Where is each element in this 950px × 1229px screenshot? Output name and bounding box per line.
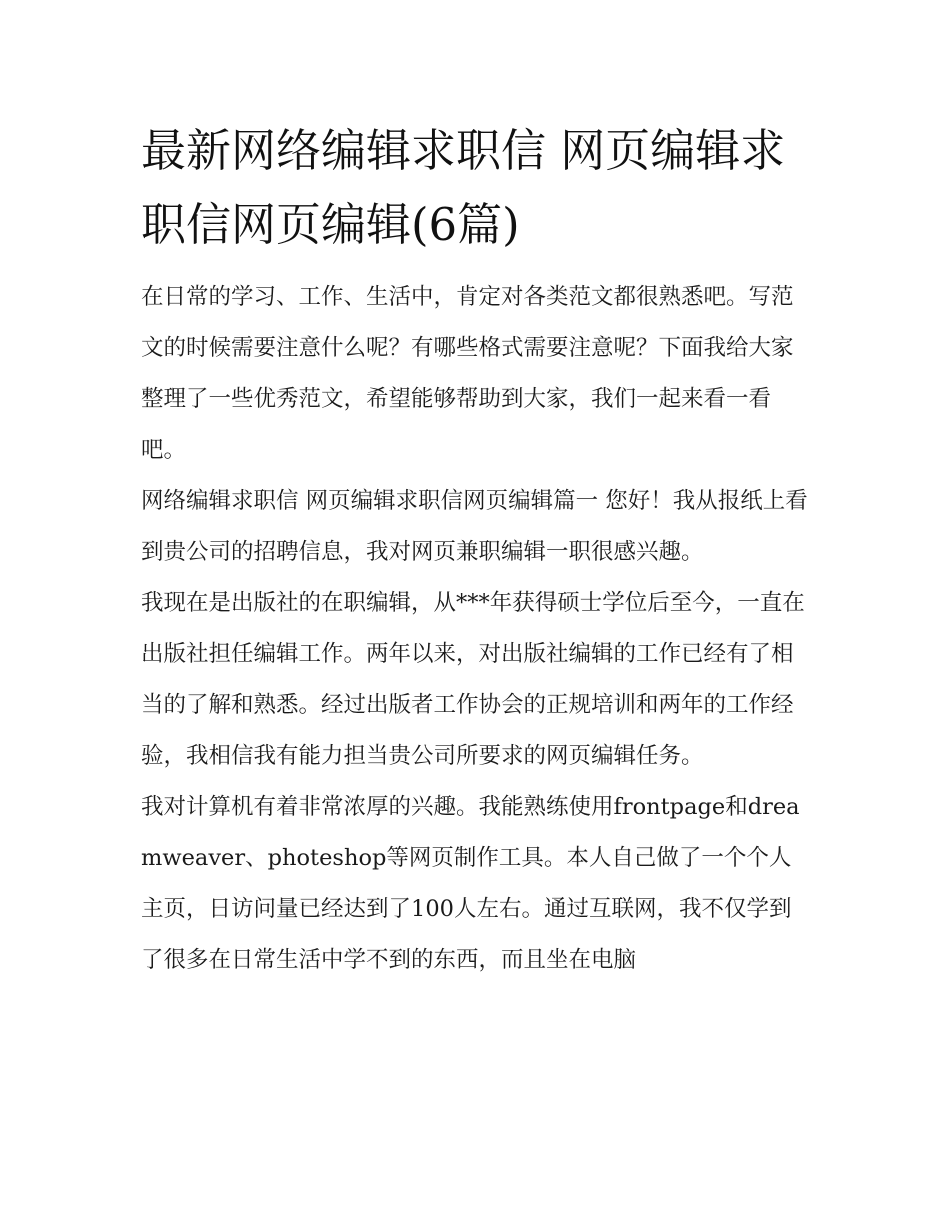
paragraph-skills: 我对计算机有着非常浓厚的兴趣。我能熟练使用frontpage和dreamweaver、photeshop等网页制作工具。本人自己做了一个个人主页，日访问量已经达到了100人左右。通过互联网，我不仅学到了很多在日常生活中学不到的东西，而且坐在电脑 [141,794,800,973]
paragraph-experience: 我现在是出版社的在职编辑，从***年获得硕士学位后至今，一直在出版社担任编辑工作。两年以来，对出版社编辑的工作已经有了相当的了解和熟悉。经过出版者工作协会的正规培训和两年的工作经验，我相信我有能力担当贵公司所要求的网页编辑任务。 [141,590,805,769]
paragraph-greeting: 网络编辑求职信 网页编辑求职信网页编辑篇一 您好！我从报纸上看到贵公司的招聘信息，我对网页兼职编辑一职很感兴趣。 [141,488,808,565]
document-body [141,114,813,986]
paragraph-intro: 在日常的学习、工作、生活中，肯定对各类范文都很熟悉吧。写范文的时候需要注意什么呢？有哪些格式需要注意呢？下面我给大家整理了一些优秀范文，希望能够帮助到大家，我们一起来看一看吧。 [141,284,794,463]
document-title: 最新网络编辑求职信 网页编辑求职信网页编辑(6篇) [141,124,786,251]
